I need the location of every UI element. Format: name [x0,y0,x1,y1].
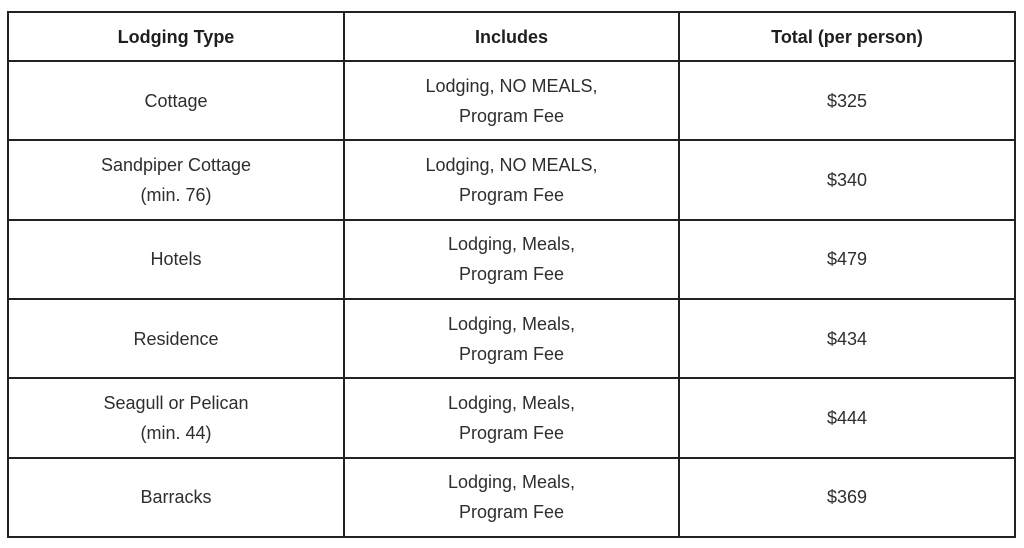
lodging-type-line: Hotels [150,249,202,270]
cell-includes [344,299,679,378]
table-row [8,378,1015,457]
cell-includes [344,220,679,299]
header-includes: Includes [344,12,679,61]
includes-line: Program Fee [458,184,565,205]
cell-lodging-type [8,299,344,378]
cell-includes [344,458,679,537]
includes-line: Lodging, Meals, [447,234,576,255]
includes-line: Program Fee [458,264,565,285]
pricing-table [7,11,1016,538]
includes-line: Lodging, Meals, [447,392,576,413]
cell-total: $479 [679,220,1015,299]
table-row [8,458,1015,537]
cell-lodging-type [8,140,344,219]
includes-line: Program Fee [458,343,565,364]
cell-lodging-type [8,378,344,457]
cell-total: $444 [679,378,1015,457]
cell-includes [344,61,679,140]
cell-includes [344,140,679,219]
lodging-type-line: Residence [133,328,219,349]
table-row [8,61,1015,140]
includes-line: Program Fee [458,502,565,523]
cell-total: $434 [679,299,1015,378]
table-row [8,220,1015,299]
cell-total: $340 [679,140,1015,219]
cell-lodging-type [8,458,344,537]
table-row [8,299,1015,378]
lodging-type-line: Seagull or Pelican [103,392,249,413]
cell-total: $369 [679,458,1015,537]
includes-line: Program Fee [458,422,565,443]
cell-lodging-type [8,61,344,140]
table-row [8,140,1015,219]
header-total-per-person: Total (per person) [679,12,1015,61]
includes-line: Lodging, Meals, [447,313,576,334]
table-header-row [8,12,1015,61]
lodging-type-line: (min. 76) [140,184,212,205]
lodging-type-line: Cottage [144,90,208,111]
header-lodging-type: Lodging Type [8,12,344,61]
lodging-type-line: Sandpiper Cottage [100,154,252,175]
includes-line: Lodging, NO MEALS, [425,75,598,96]
includes-line: Lodging, Meals, [447,472,576,493]
lodging-type-line: Barracks [140,487,212,508]
lodging-type-line: (min. 44) [140,422,212,443]
cell-lodging-type [8,220,344,299]
cell-total: $325 [679,61,1015,140]
cell-includes [344,378,679,457]
includes-line: Program Fee [458,105,565,126]
includes-line: Lodging, NO MEALS, [425,154,598,175]
pricing-table-container [7,11,1014,538]
